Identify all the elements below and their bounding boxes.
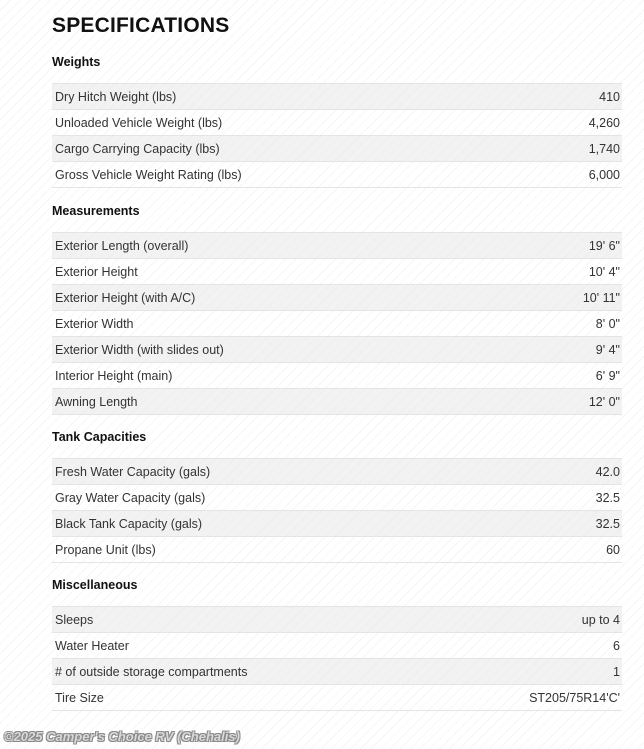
spec-label: Exterior Height (with A/C)	[55, 290, 196, 305]
spec-value: 6' 9"	[595, 368, 620, 383]
spec-value: 10' 11"	[582, 290, 620, 305]
spec-row	[52, 136, 622, 162]
spec-row	[52, 259, 622, 285]
spec-label: Sleeps	[55, 612, 94, 627]
spec-table-miscellaneous	[52, 606, 622, 711]
spec-label: Dry Hitch Weight (lbs)	[55, 89, 177, 104]
spec-row	[52, 607, 622, 633]
spec-value: 8' 0"	[595, 316, 620, 331]
copyright-watermark: ©2025 Camper's Choice RV (Chehalis)	[4, 729, 240, 744]
spec-row	[52, 233, 622, 259]
section-title-tank-capacities: Tank Capacities	[52, 430, 147, 444]
spec-row	[52, 537, 622, 563]
spec-value: 6,000	[588, 167, 620, 182]
spec-value: 10' 4"	[588, 264, 620, 279]
spec-value: 410	[599, 89, 620, 104]
specifications-panel	[52, 0, 622, 711]
spec-label: Gray Water Capacity (gals)	[55, 490, 206, 505]
spec-value: 60	[606, 542, 620, 557]
spec-label: Exterior Height	[55, 264, 138, 279]
spec-value: 6	[613, 638, 620, 653]
spec-table-measurements	[52, 232, 622, 415]
spec-label: Water Heater	[55, 638, 129, 653]
spec-label: Exterior Width (with slides out)	[55, 342, 224, 357]
spec-label: Exterior Width	[55, 316, 134, 331]
spec-row	[52, 337, 622, 363]
spec-label: Fresh Water Capacity (gals)	[55, 464, 211, 479]
spec-value: up to 4	[581, 612, 620, 627]
spec-row	[52, 685, 622, 711]
spec-label: Interior Height (main)	[55, 368, 173, 383]
spec-row	[52, 485, 622, 511]
spec-row	[52, 363, 622, 389]
spec-label: Unloaded Vehicle Weight (lbs)	[55, 115, 223, 130]
spec-label: Gross Vehicle Weight Rating (lbs)	[55, 167, 242, 182]
spec-row	[52, 110, 622, 136]
spec-value: 42.0	[595, 464, 620, 479]
spec-label: Tire Size	[55, 690, 104, 705]
spec-row	[52, 511, 622, 537]
spec-row	[52, 659, 622, 685]
section-title-measurements: Measurements	[52, 204, 140, 218]
spec-row	[52, 162, 622, 188]
spec-value: 9' 4"	[595, 342, 620, 357]
spec-row	[52, 285, 622, 311]
spec-value: ST205/75R14'C'	[529, 690, 620, 705]
spec-value: 32.5	[595, 516, 620, 531]
spec-label: Propane Unit (lbs)	[55, 542, 156, 557]
spec-label: Cargo Carrying Capacity (lbs)	[55, 141, 220, 156]
spec-label: Black Tank Capacity (gals)	[55, 516, 203, 531]
spec-label: # of outside storage compartments	[55, 664, 248, 679]
spec-value: 4,260	[588, 115, 620, 130]
spec-value: 32.5	[595, 490, 620, 505]
spec-value: 1	[613, 664, 620, 679]
spec-row	[52, 633, 622, 659]
spec-value: 1,740	[588, 141, 620, 156]
section-title-miscellaneous: Miscellaneous	[52, 578, 138, 592]
spec-row	[52, 84, 622, 110]
spec-value: 12' 0"	[588, 394, 620, 409]
spec-row	[52, 311, 622, 337]
spec-value: 19' 6"	[588, 238, 620, 253]
section-title-weights: Weights	[52, 55, 101, 69]
page-title: SPECIFICATIONS	[52, 14, 230, 37]
spec-row	[52, 389, 622, 415]
spec-label: Awning Length	[55, 394, 138, 409]
spec-table-weights	[52, 83, 622, 188]
spec-row	[52, 459, 622, 485]
spec-label: Exterior Length (overall)	[55, 238, 189, 253]
spec-table-tank-capacities	[52, 458, 622, 563]
